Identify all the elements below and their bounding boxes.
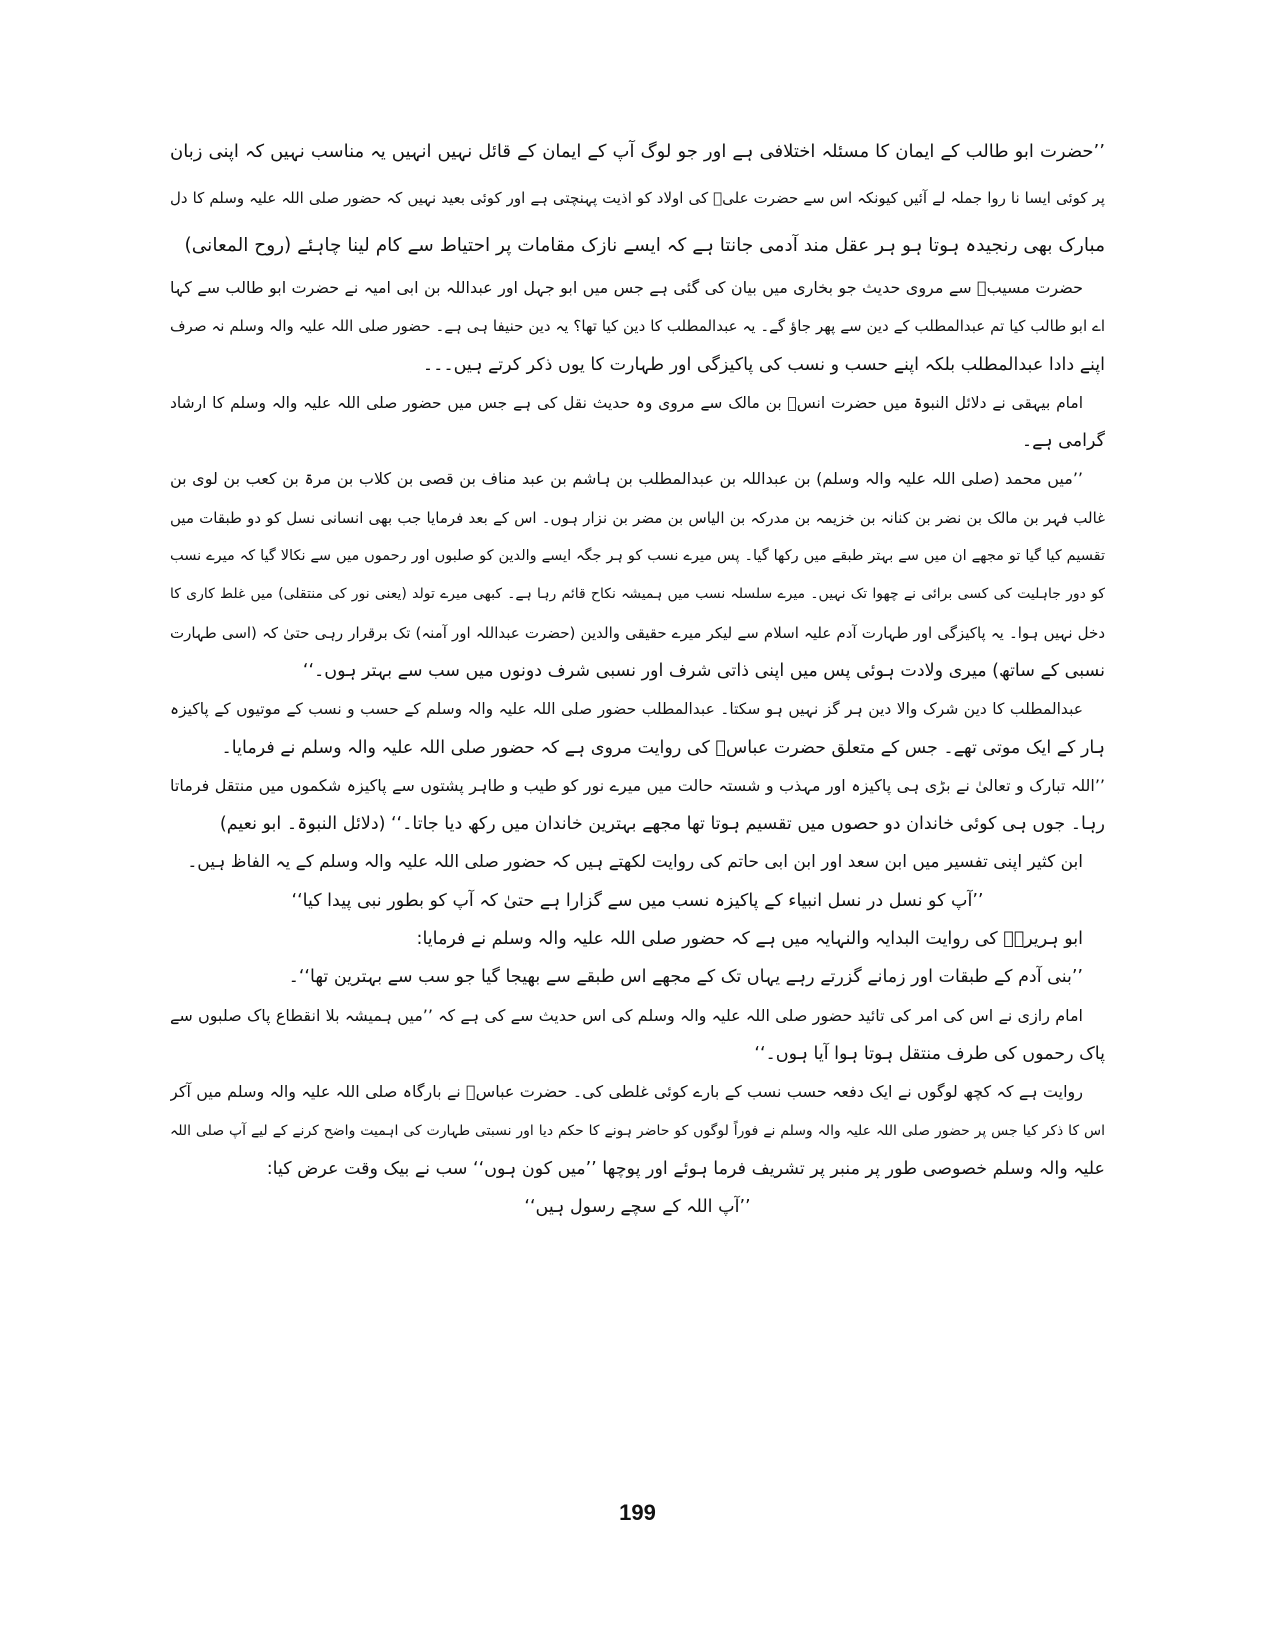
text-line: ’’میں محمد (صلی اللہ علیہ والہ وسلم) بن عبداللہ بن عبدالمطلب بن ہاشم بن عبد مناف بن قصی بن کلاب بن مرۃ بن کعب بن لوی بن [170,469,1083,489]
text-line: ابن کثیر اپنی تفسیر میں ابن سعد اور ابن ابی حاتم کی روایت لکھتے ہیں کہ حضور صلی اللہ علیہ والہ وسلم کے یہ الفاظ ہیں۔ [187,852,1083,873]
text-line: ’’اللہ تبارک و تعالیٰ نے بڑی ہی پاکیزہ اور مہذب و شستہ حالت میں میرے نور کو طیب و طاہر پشتوں سے پاکیزہ شکموں میں منتقل فرماتا [170,775,1105,795]
text-line: ’’بنی آدم کے طبقات اور زمانے گزرتے رہے یہاں تک کے مجھے اس طبقے سے بھیجا گیا جو سب سے بہترین تھا‘‘۔ [288,967,1083,988]
body-text [170,128,1105,1226]
text-line: مبارک بھی رنجیدہ ہوتا ہو ہر عقل مند آدمی جانتا ہے کہ ایسے نازک مقامات پر احتیاط سے کام لینا چاہئے (روح المعانی) [184,235,1105,256]
text-line: اپنے دادا عبدالمطلب بلکہ اپنے حسب و نسب کی پاکیزگی اور طہارت کا یوں ذکر کرتے ہیں۔۔۔ [422,354,1105,375]
text-line: نسبی کے ساتھ) میری ولادت ہوئی پس میں اپنی ذاتی شرف اور نسبی شرف دونوں میں سب سے بہتر ہوں۔‘‘ [302,660,1105,681]
text-line: روایت ہے کہ کچھ لوگوں نے ایک دفعہ حسب نسب کے بارے کوئی غلطی کی۔ حضرت عباسؓ نے بارگاہ صلی اللہ علیہ والہ وسلم میں آکر [170,1082,1083,1102]
text-line: ابو ہریرہؓ کی روایت البدایہ والنہایہ میں ہے کہ حضور صلی اللہ علیہ والہ وسلم نے فرمایا: [416,929,1083,950]
text-line: رہا۔ جوں ہی کوئی خاندان دو حصوں میں تقسیم ہوتا تھا مجھے بہترین خاندان میں رکھ دیا جاتا۔‘‘ (دلائل النبوۃ۔ ابو نعیم) [219,814,1105,835]
text-line: علیہ والہ وسلم خصوصی طور پر منبر پر تشریف فرما ہوئے اور پوچھا ’’میں کون ہوں‘‘ سب نے بیک وقت عرض کیا: [266,1158,1105,1179]
text-line: ’’آپ کو نسل در نسل انبیاء کے پاکیزہ نسب میں سے گزارا ہے حتیٰ کہ آپ کو بطور نبی پیدا کیا‘‘ [291,890,984,911]
text-line: حضرت مسیبؓ سے مروی حدیث جو بخاری میں بیان کی گئی ہے جس میں ابو جہل اور عبداللہ بن ابی امیہ نے حضرت ابو طالب سے کہا [170,278,1083,297]
text-line: امام رازی نے اس کی امر کی تائید حضور صلی اللہ علیہ والہ وسلم کی اس حدیث سے کی ہے کہ ’’میں ہمیشہ بلا انقطاع پاک صلبوں سے [170,1005,1083,1025]
text-line: ’’حضرت ابو طالب کے ایمان کا مسئلہ اختلافی ہے اور جو لوگ آپ کے ایمان کے قائل نہیں انہیں یہ مناسب نہیں کہ اپنی زبان [170,141,1105,162]
text-line: غالب فہر بن مالک بن نضر بن کنانہ بن خزیمہ بن مدرکہ بن الیاس بن مضر بن نزار ہوں۔ اس کے بعد فرمایا جب بھی انسانی نسل کو دو طبقات میں [170,508,1105,527]
text-line: پر کوئی ایسا نا روا جملہ لے آئیں کیونکہ اس سے حضرت علیؓ کی اولاد کو اذیت پہنچتی ہے اور کوئی بعید نہیں کہ حضور صلی اللہ علیہ وسلم کا دل [170,189,1105,207]
text-line: اس کا ذکر کیا جس پر حضور صلی اللہ علیہ والہ وسلم نے فوراً لوگوں کو حاضر ہونے کا حکم دیا اور نسبتی طہارت کی اہمیت واضح کرنے کے لیے آپ صلی اللہ [170,1122,1105,1139]
page-number: 199 [619,1500,656,1525]
text-line: ’’آپ اللہ کے سچے رسول ہیں‘‘ [524,1197,751,1218]
text-line: ہار کے ایک موتی تھے۔ جس کے متعلق حضرت عباسؓ کی روایت مروی ہے کہ حضور صلی اللہ علیہ والہ وسلم نے فرمایا۔ [221,737,1105,758]
text-line: اے ابو طالب کیا تم عبدالمطلب کے دین سے پھر جاؤ گے۔ یہ عبدالمطلب کا دین کیا تھا؟ یہ دین حنیفا ہی ہے۔ حضور صلی اللہ علیہ والہ وسلم نہ صرف [170,317,1105,336]
text-line: پاک رحموں کی طرف منتقل ہوتا ہوا آیا ہوں۔‘‘ [754,1043,1105,1064]
text-line: عبدالمطلب کا دین شرک والا دین ہر گز نہیں ہو سکتا۔ عبدالمطلب حضور صلی اللہ علیہ والہ وسلم کے حسب و نسب کے موتیوں کے پاکیزہ [170,700,1083,719]
text-line: گرامی ہے۔ [1021,431,1105,452]
text-line: دخل نہیں ہوا۔ یہ پاکیزگی اور طہارت آدم علیہ اسلام سے لیکر میرے حقیقی والدین (حضرت عبداللہ اور آمنہ) تک برقرار رہی حتیٰ کہ (اسی طہارت [170,623,1105,642]
text-line: تقسیم کیا گیا تو مجھے ان میں سے بہتر طبقے میں رکھا گیا۔ پس میرے نسب کو ہر جگہ ایسے والدین کو صلبوں اور رحموں میں سے نکالا گیا کہ میرے نسب [170,548,1105,565]
text-line: کو دور جاہلیت کی کسی برائی نے چھوا تک نہیں۔ میرے سلسلہ نسب میں ہمیشہ نکاح قائم رہا ہے۔ کبھی میرے تولد (یعنی نور کی منتقلی) میں غلط کاری کا [170,586,1105,603]
text-line: امام بیہقی نے دلائل النبوۃ میں حضرت انسؓ بن مالک سے مروی وہ حدیث نقل کی ہے جس میں حضور صلی اللہ علیہ والہ وسلم کا ارشاد [170,393,1083,412]
